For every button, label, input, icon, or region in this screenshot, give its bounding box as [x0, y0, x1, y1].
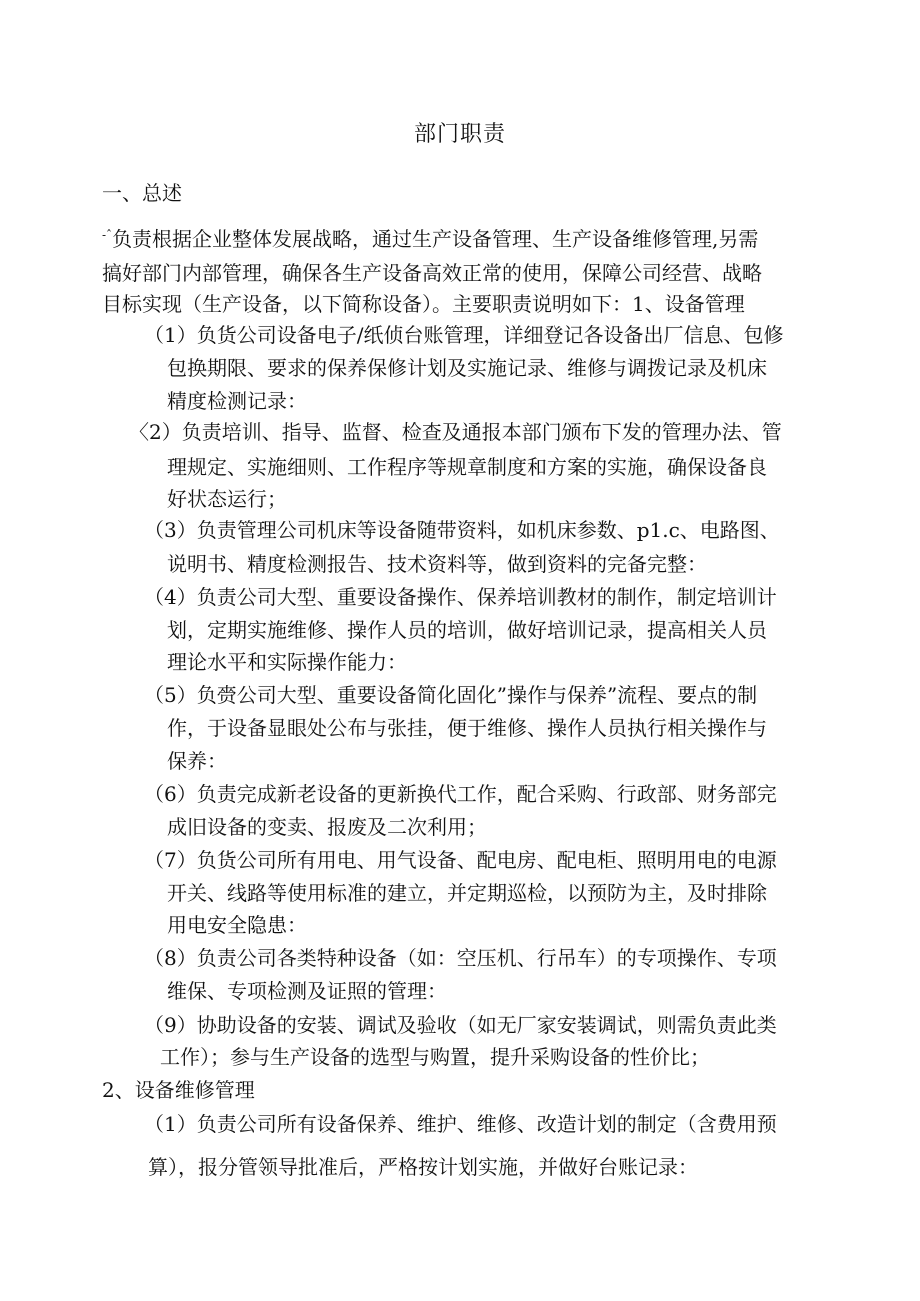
equipment-item-4-line-1: （4）负责公司大型、重要设备操作、保养培训教材的制作，制定培训计 [144, 585, 777, 609]
maintenance-item-1-line-2: 算），报分管领导批准后，严格按计划实施，并做好台账记录： [148, 1155, 698, 1179]
equipment-item-8-line-1: （8）负责公司各类特种设备（如：空压机、行吊车）的专项操作、专项 [144, 946, 777, 970]
equipment-item-7-line-3: 用电安全隐患： [167, 913, 307, 937]
section-heading-overview: 一、总述 [102, 181, 182, 205]
intro-line-3: 目标实现（生产设备，以下简称设备）。主要职责说明如下：1、设备管理 [102, 292, 745, 316]
section-heading-maintenance: 2、设备维修管理 [102, 1078, 255, 1102]
equipment-item-1-line-2: 包换期限、要求的保养保修计划及实施记录、维修与调拨记录及机床 [167, 356, 767, 380]
equipment-item-6-line-2: 成旧设备的变卖、报废及二次利用； [167, 815, 487, 839]
equipment-item-1-line-3: 精度检测记录： [167, 389, 307, 413]
equipment-item-5-line-3: 保养： [167, 749, 227, 773]
intro-mark: -ˆ [102, 228, 113, 242]
equipment-item-4-line-3: 理论水平和实际操作能力： [167, 650, 407, 674]
equipment-item-5-line-1: （5）负赍公司大型、重要设备简化固化”操作与保养”流程、要点的制 [144, 683, 758, 707]
equipment-item-2-line-2: 理规定、实施细则、工作程序等规章制度和方案的实施，确保设备良 [167, 455, 767, 479]
page-title: 部门职责 [413, 122, 506, 147]
equipment-item-7-line-1: （7）负货公司所有用电、用气设备、配电房、配电柜、照明用电的电源 [144, 848, 777, 872]
equipment-item-3-line-1: （3）负责管理公司机床等设备随带资料，如机床参数、p1.c、电路图、 [144, 518, 780, 542]
equipment-item-9-line-2: 工作）；参与生产设备的选型与购置，提升采购设备的性价比； [160, 1045, 710, 1069]
intro-line-1 [102, 222, 758, 256]
equipment-item-7-line-2: 开关、线路等使用标准的建立，并定期巡检，以预防为主，及时排除 [167, 881, 767, 905]
equipment-item-4-line-2: 划，定期实施维修、操作人员的培训，做好培训记录，提高相关人员 [167, 618, 767, 642]
equipment-item-8-line-2: 维保、专项检测及证照的管理： [167, 979, 447, 1003]
equipment-item-9-line-1: （9）协助设备的安装、调试及验收（如无厂家安装调试，则需负责此类 [144, 1013, 777, 1037]
intro-text-1: 负责根据企业整体发展战略，通过生产设备管理、生产设备维修管理,另需 [112, 227, 759, 251]
equipment-item-3-line-2: 说明书、精度检测报告、技术资料等，做到资料的完备完整： [167, 552, 707, 576]
intro-line-2: 搞好部门内部管理，确保各生产设备高效正常的使用，保障公司经营、战略 [102, 261, 762, 285]
equipment-item-2-line-1: 〈2）负责培训、指导、监督、检查及通报本部门颁布下发的管理办法、管 [129, 420, 782, 444]
equipment-item-6-line-1: （6）负责完成新老设备的更新换代工作，配合采购、行政部、财务部完 [144, 782, 777, 806]
equipment-item-1-line-1: （1）负货公司设备电子/纸侦台账管理，详细登记各设备出厂信息、包修 [144, 323, 784, 347]
maintenance-item-1-line-1: （1）负责公司所有设备保养、维护、维修、改造计划的制定（含费用预 [144, 1112, 777, 1136]
equipment-item-5-line-2: 作，于设备显眼处公布与张挂，便于维修、操作人员执行相关操作与 [167, 716, 767, 740]
equipment-item-2-line-3: 好状态运行； [167, 487, 287, 511]
